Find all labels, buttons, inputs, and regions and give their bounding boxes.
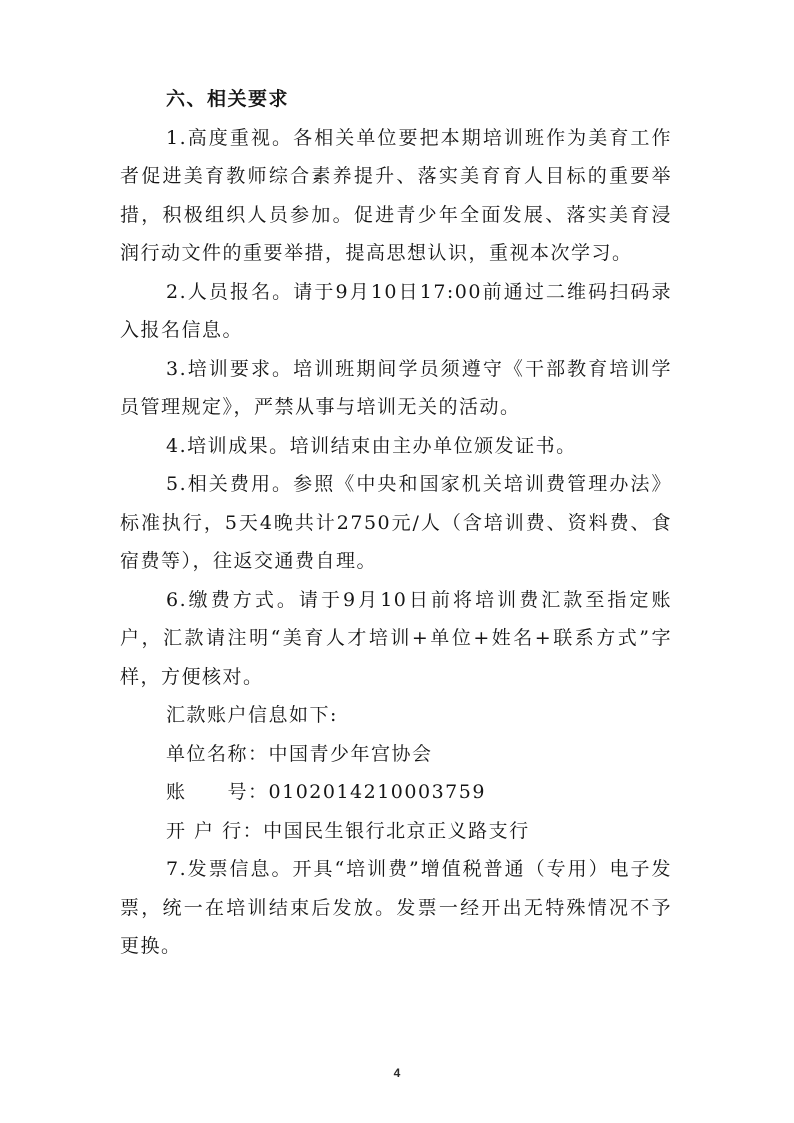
- paragraph-payment-method: 6.缴费方式。请于9月10日前将培训费汇款至指定账户，汇款请注明“美育人才培训+单位+姓名+联系方式”字样，方便核对。: [120, 588, 672, 688]
- account-bank-value: 中国民生银行北京正义路支行: [263, 819, 530, 842]
- account-intro: 汇款账户信息如下:: [166, 704, 338, 726]
- paragraph-invoice: 7.发票信息。开具“培训费”增值税普通（专用）电子发票，统一在培训结束后发放。发票一经开出无特殊情况不予更换。: [120, 858, 672, 957]
- paragraph-fees: 5.相关费用。参照《中央和国家机关培训费管理办法》标准执行，5天4晚共计2750元/人（含培训费、资料费、食宿费等），往返交通费自理。: [120, 473, 672, 572]
- paragraph-attention: 1.高度重视。各相关单位要把本期培训班作为美育工作者促进美育教师综合素养提升、落实美育育人目标的重要举措，积极组织人员参加。促进青少年全面发展、落实美育浸润行动文件的重要举措，提高思想认识，重视本次学习。: [120, 126, 672, 264]
- account-bank-row: [120, 812, 672, 851]
- paragraph-registration: 2.人员报名。请于9月10日17:00前通过二维码扫码录入报名信息。: [120, 280, 672, 341]
- document-body: [120, 80, 672, 966]
- account-name-label: 单位名称：: [166, 742, 269, 765]
- paragraph-training-results: 4.培训成果。培训结束由主办单位颁发证书。: [166, 434, 577, 457]
- account-number-row: [120, 773, 672, 812]
- account-number-value: 0102014210003759: [268, 781, 486, 803]
- account-name-row: [120, 735, 672, 774]
- paragraph-training-requirements: 3.培训要求。培训班期间学员须遵守《干部教育培训学员管理规定》，严禁从事与培训无关的活动。: [120, 357, 672, 418]
- account-number-label: 账 号：: [166, 781, 269, 803]
- account-bank-label: 开 户 行：: [166, 819, 264, 842]
- account-name-value: 中国青少年宫协会: [268, 742, 433, 765]
- page-number: 4: [393, 1066, 401, 1080]
- section-heading: 六、相关要求: [166, 88, 290, 110]
